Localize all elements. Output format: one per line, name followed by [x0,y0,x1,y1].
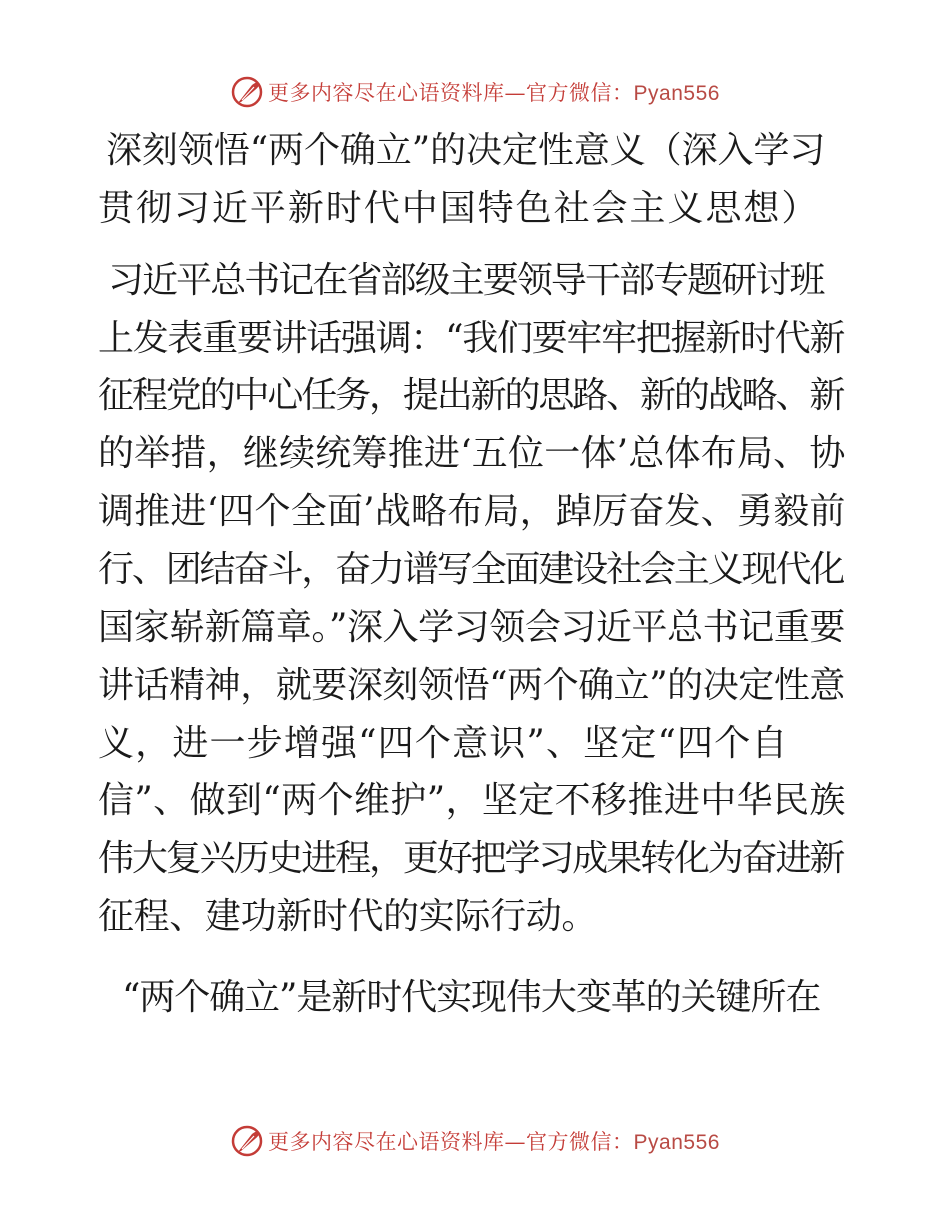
paragraph-1-line-7 [98,604,846,652]
header-banner-text [268,77,720,107]
paragraph-1-line-8 [98,662,846,710]
paragraph-1-line-9 [98,720,788,768]
document-title-line-2 [0,185,818,233]
body-text-line: 调推进‘四个全面’战略布局，踔厉奋发、勇毅前 [98,491,846,532]
paragraph-1-line-12 [98,893,598,941]
document-title-line-1 [0,127,826,175]
footer-banner-text [268,1126,720,1156]
footer-banner [0,1121,950,1161]
section-heading-line: “两个确立”是新时代实现伟大变革的关键所在 [122,977,821,1018]
header-banner [0,72,950,112]
body-text-line: 义，进一步增强“四个意识”、坚定“四个自 [98,723,789,764]
title-line-2: 贯彻习近平新时代中国特色社会主义思想） [98,188,820,229]
footer-banner-label: 更多内容尽在心语资料库—官方微信： [268,1130,634,1154]
title-line-1: 深刻领悟“两个确立”的决定性意义（深入学习 [106,130,826,171]
body-text-line: 国家崭新篇章。”深入学习领会习近平总书记重要 [98,607,845,648]
header-wechat-id: Pyan556 [633,82,720,105]
paragraph-1-line-1 [108,257,826,305]
body-text-line: 征程、建功新时代的实际行动。 [98,896,598,937]
body-text-line: 上发表重要讲话强调：“我们要牢牢把握新时代新 [98,318,845,359]
body-text-line: 信”、做到“两个维护”，坚定不移推进中华民族 [98,780,846,821]
body-text-line: 的举措，继续统筹推进‘五位一体’总体布局、协 [98,433,846,474]
paragraph-1-line-4 [98,430,846,478]
paragraph-1-line-2 [98,315,846,363]
body-text-line: 行、团结奋斗，奋力谱写全面建设社会主义现代化 [98,549,844,590]
header-banner-label: 更多内容尽在心语资料库—官方微信： [268,81,634,105]
quill-seal-logo-icon [230,75,264,109]
paragraph-1-line-6 [98,546,846,594]
body-text-line: 讲话精神，就要深刻领悟“两个确立”的决定性意 [98,665,845,706]
body-text-line: 征程党的中心任务，提出新的思路、新的战略、新 [98,375,844,416]
paragraph-1-line-11 [98,835,846,883]
body-text-line: 习近平总书记在省部级主要领导干部专题研讨班 [108,260,824,301]
paragraph-1-line-5 [98,488,846,536]
quill-seal-logo-icon [230,1124,264,1158]
body-text-line: 伟大复兴历史进程，更好把学习成果转化为奋进新 [98,838,844,879]
paragraph-2-line-1 [122,974,822,1022]
paragraph-1-line-10 [98,777,846,825]
paragraph-1-line-3 [98,372,846,420]
footer-wechat-id: Pyan556 [633,1131,720,1154]
